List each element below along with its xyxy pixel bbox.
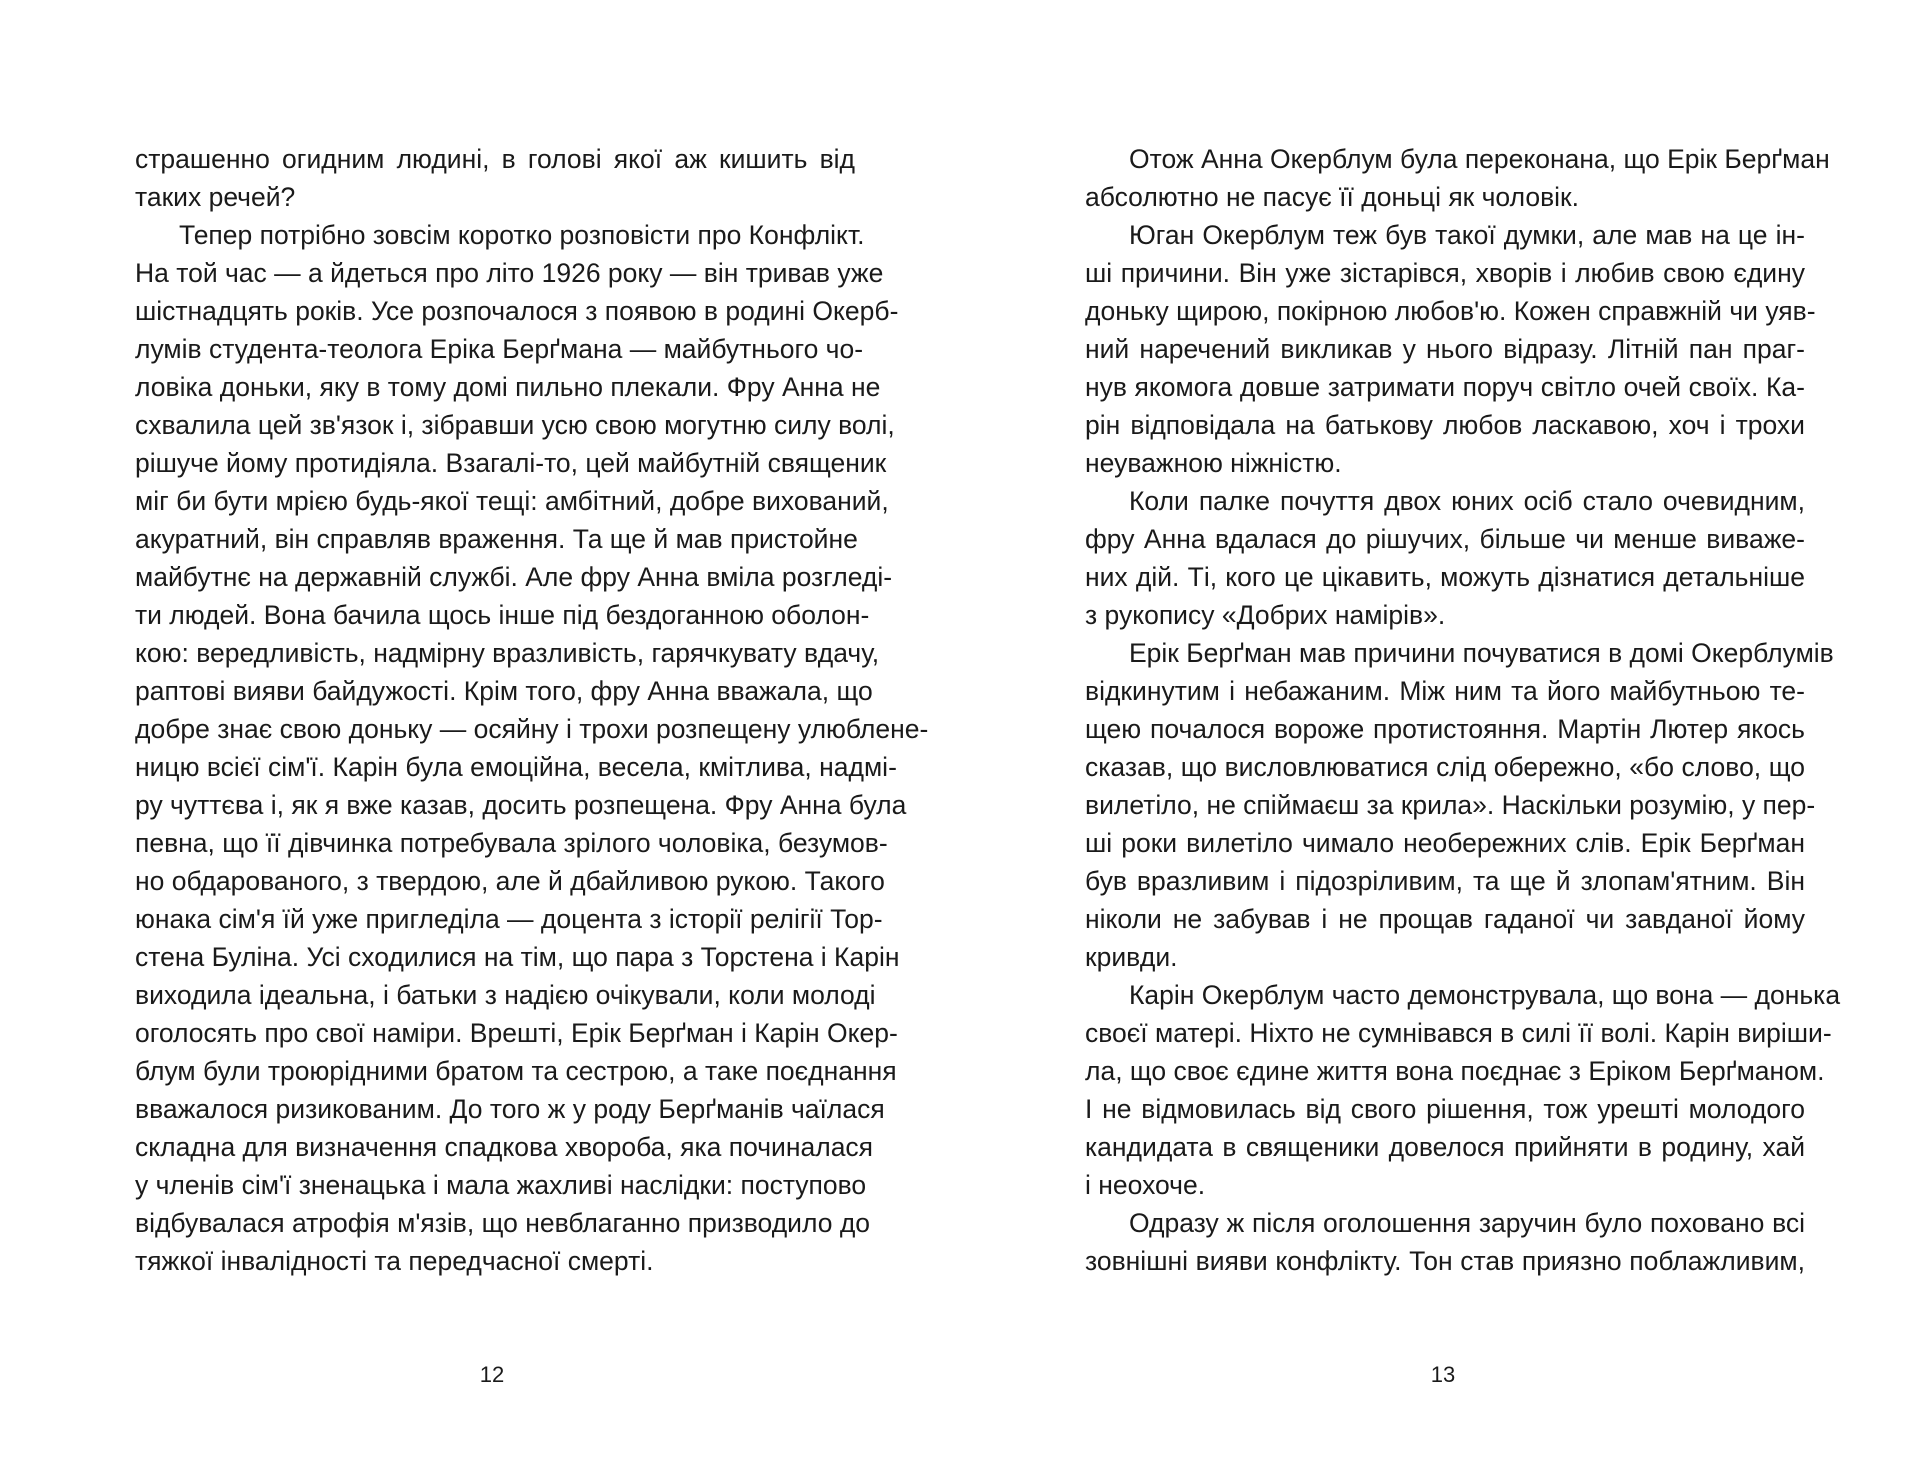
text-line: доньку щирою, покірною любов'ю. Кожен справжній чи уяв- xyxy=(1085,296,1816,326)
text-line: виходила ідеальна, і батьки з надією очікували, коли молоді xyxy=(135,980,876,1010)
text-line: був вразливим і підозріливим, та ще й злопам'ятним. Він xyxy=(1085,866,1805,896)
text-line: схвалила цей зв'язок і, зібравши усю свою могутню силу волі, xyxy=(135,410,895,440)
text-line: абсолютно не пасує її доньці як чоловік. xyxy=(1085,182,1580,212)
page-number: 13 xyxy=(1430,1362,1456,1387)
text-line: тяжкої інвалідності та передчасної смерті. xyxy=(135,1246,654,1276)
text-line: міг би бути мрією будь-якої тещі: амбітний, добре вихований, xyxy=(135,486,889,516)
text-line: сказав, що висловлюватися слід обережно, «бо слово, що xyxy=(1085,752,1805,782)
text-line: юнака сім'я їй уже пригледіла — доцента з історії релігії Тор- xyxy=(135,904,883,934)
text-line: нув якомога довше затримати поруч світло очей своїх. Ка- xyxy=(1085,372,1805,402)
text-line: Юган Окерблум теж був такої думки, але мав на це ін- xyxy=(1129,220,1805,250)
text-line: добре знає свою доньку — осяйну і трохи розпещену улюблене- xyxy=(135,714,929,744)
text-line: Ерік Берґман мав причини почуватися в домі Окерблумів xyxy=(1129,638,1834,668)
right-page-text xyxy=(1085,140,1841,1280)
text-line: відкинутим і небажаним. Між ним та його майбутньою те- xyxy=(1085,676,1805,706)
text-line: Тепер потрібно зовсім коротко розповісти про Конфлікт. xyxy=(179,220,865,250)
text-line: таких речей? xyxy=(135,182,296,212)
text-line: ний наречений викликав у нього відразу. Літній пан праг- xyxy=(1085,334,1805,364)
text-line: складна для визначення спадкова хвороба, яка починалася xyxy=(135,1132,874,1162)
text-line: рішуче йому протидіяла. Взагалі-то, цей майбутній священик xyxy=(135,448,887,478)
text-line: страшенно огидним людині, в голові якої аж кишить від xyxy=(135,144,855,174)
text-line: них дій. Ті, кого це цікавить, можуть дізнатися детальніше xyxy=(1085,562,1805,592)
text-line: но обдарованого, з твердою, але й дбайливою рукою. Такого xyxy=(135,866,885,896)
text-line: рін відповідала на батькову любов ласкавою, хоч і трохи xyxy=(1085,410,1805,440)
left-page-text xyxy=(135,140,929,1280)
page-number: 12 xyxy=(479,1362,505,1387)
text-line: вилетіло, не спіймаєш за крила». Наскільки розумію, у пер- xyxy=(1085,790,1816,820)
text-line: у членів сім'ї зненацька і мала жахливі наслідки: поступово xyxy=(135,1170,867,1200)
text-line: оголосять про свої наміри. Врешті, Ерік Берґман і Карін Окер- xyxy=(135,1018,898,1048)
text-line: раптові вияви байдужості. Крім того, фру Анна вважала, що xyxy=(135,676,873,706)
text-line: акуратний, він справляв враження. Та ще й мав пристойне xyxy=(135,524,858,554)
text-line: неуважною ніжністю. xyxy=(1085,448,1342,478)
text-line: ші роки вилетіло чимало необережних слів. Ерік Берґман xyxy=(1085,828,1805,858)
text-line: блум були троюрідними братом та сестрою, а таке поєднання xyxy=(135,1056,897,1086)
text-line: кандидата в священики довелося прийняти в родину, хай xyxy=(1085,1132,1805,1162)
text-line: зовнішні вияви конфлікту. Тон став приязно поблажливим, xyxy=(1085,1246,1805,1276)
text-line: кою: вередливість, надмірну вразливість, гарячкувату вдачу, xyxy=(135,638,880,668)
text-line: з рукопису «Добрих намірів». xyxy=(1085,600,1446,630)
text-line: ніколи не забував і не прощав гаданої чи завданої йому xyxy=(1085,904,1805,934)
text-line: шістнадцять років. Усе розпочалося з появою в родині Окерб- xyxy=(135,296,899,326)
text-line: ницю всієї сім'ї. Карін була емоційна, весела, кмітлива, надмі- xyxy=(135,752,897,782)
text-line: ру чуттєва і, як я вже казав, досить розпещена. Фру Анна була xyxy=(135,790,907,820)
text-line: відбувалася атрофія м'язів, що невблаганно призводило до xyxy=(135,1208,871,1238)
text-line: Одразу ж після оголошення заручин було поховано всі xyxy=(1129,1208,1805,1238)
text-line: На той час — а йдеться про літо 1926 року — він тривав уже xyxy=(135,258,884,288)
text-line: стена Буліна. Усі сходилися на тім, що пара з Торстена і Карін xyxy=(135,942,900,972)
text-line: майбутнє на державній службі. Але фру Анна вміла розгледі- xyxy=(135,562,893,592)
text-line: Коли палке почуття двох юних осіб стало очевидним, xyxy=(1129,486,1805,516)
right-page xyxy=(960,0,1920,1477)
text-line: фру Анна вдалася до рішучих, більше чи менше виваже- xyxy=(1085,524,1805,554)
text-line: І не відмовилась від свого рішення, тож урешті молодого xyxy=(1085,1094,1805,1124)
text-line: вважалося ризикованим. До того ж у роду Берґманів чаїлася xyxy=(135,1094,885,1124)
text-line: ші причини. Він уже зістарівся, хворів і любив свою єдину xyxy=(1085,258,1805,288)
text-line: ла, що своє єдине життя вона поєднає з Еріком Берґманом. xyxy=(1085,1056,1825,1086)
text-line: ти людей. Вона бачила щось інше під бездоганною оболон- xyxy=(135,600,870,630)
text-line: певна, що її дівчинка потребувала зрілого чоловіка, безумов- xyxy=(135,828,888,858)
text-line: Отож Анна Окерблум була переконана, що Ерік Берґман xyxy=(1129,144,1830,174)
text-line: своєї матері. Ніхто не сумнівався в силі її волі. Карін виріши- xyxy=(1085,1018,1832,1048)
text-line: щею почалося вороже протистояння. Мартін Лютер якось xyxy=(1085,714,1805,744)
text-line: Карін Окерблум часто демонструвала, що вона — донька xyxy=(1129,980,1841,1010)
text-line: ловіка доньки, яку в тому домі пильно плекали. Фру Анна не xyxy=(135,372,881,402)
text-line: і неохоче. xyxy=(1085,1170,1206,1200)
text-line: кривди. xyxy=(1085,942,1178,972)
text-line: лумів студента-теолога Еріка Берґмана — майбутнього чо- xyxy=(135,334,864,364)
